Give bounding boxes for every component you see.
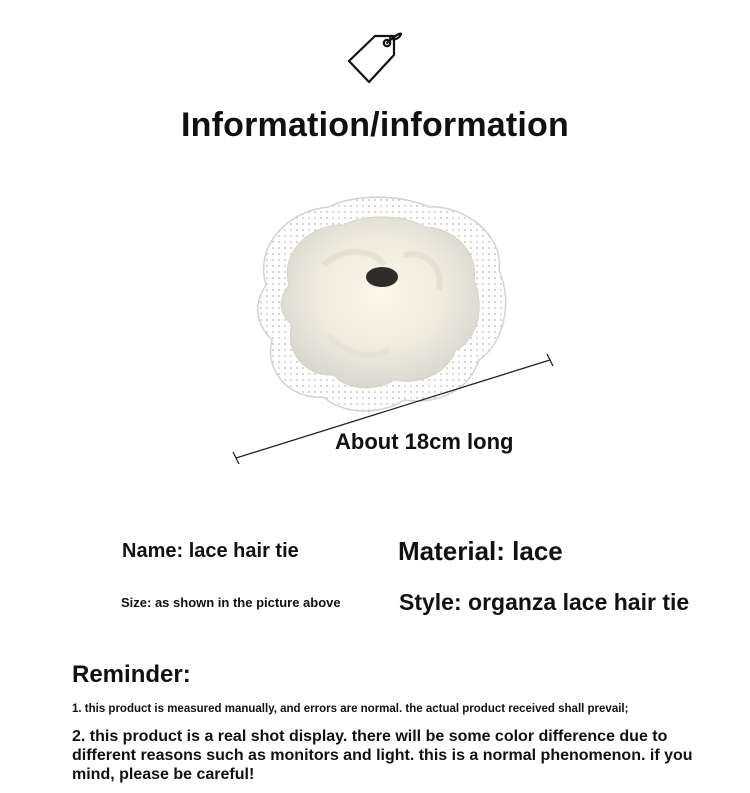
reminder-note-1: 1. this product is measured manually, and errors are normal. the actual product received shall prevail; (72, 703, 629, 715)
spec-name: Name: lace hair tie (122, 540, 299, 562)
spec-style: Style: organza lace hair tie (399, 589, 690, 615)
price-tag-icon (344, 26, 408, 90)
measurement-label: About 18cm long (335, 429, 514, 454)
spec-size: Size: as shown in the picture above (121, 595, 341, 610)
reminder-note-2: 2. this product is a real shot display. there will be some color difference due to different reasons such as monitors and light. this is a normal phenomenon. if you mind, please be careful! (72, 728, 693, 783)
reminder-title: Reminder: (72, 661, 191, 688)
page-title: Information/information (180, 106, 569, 144)
spec-material: Material: lace (398, 536, 563, 566)
